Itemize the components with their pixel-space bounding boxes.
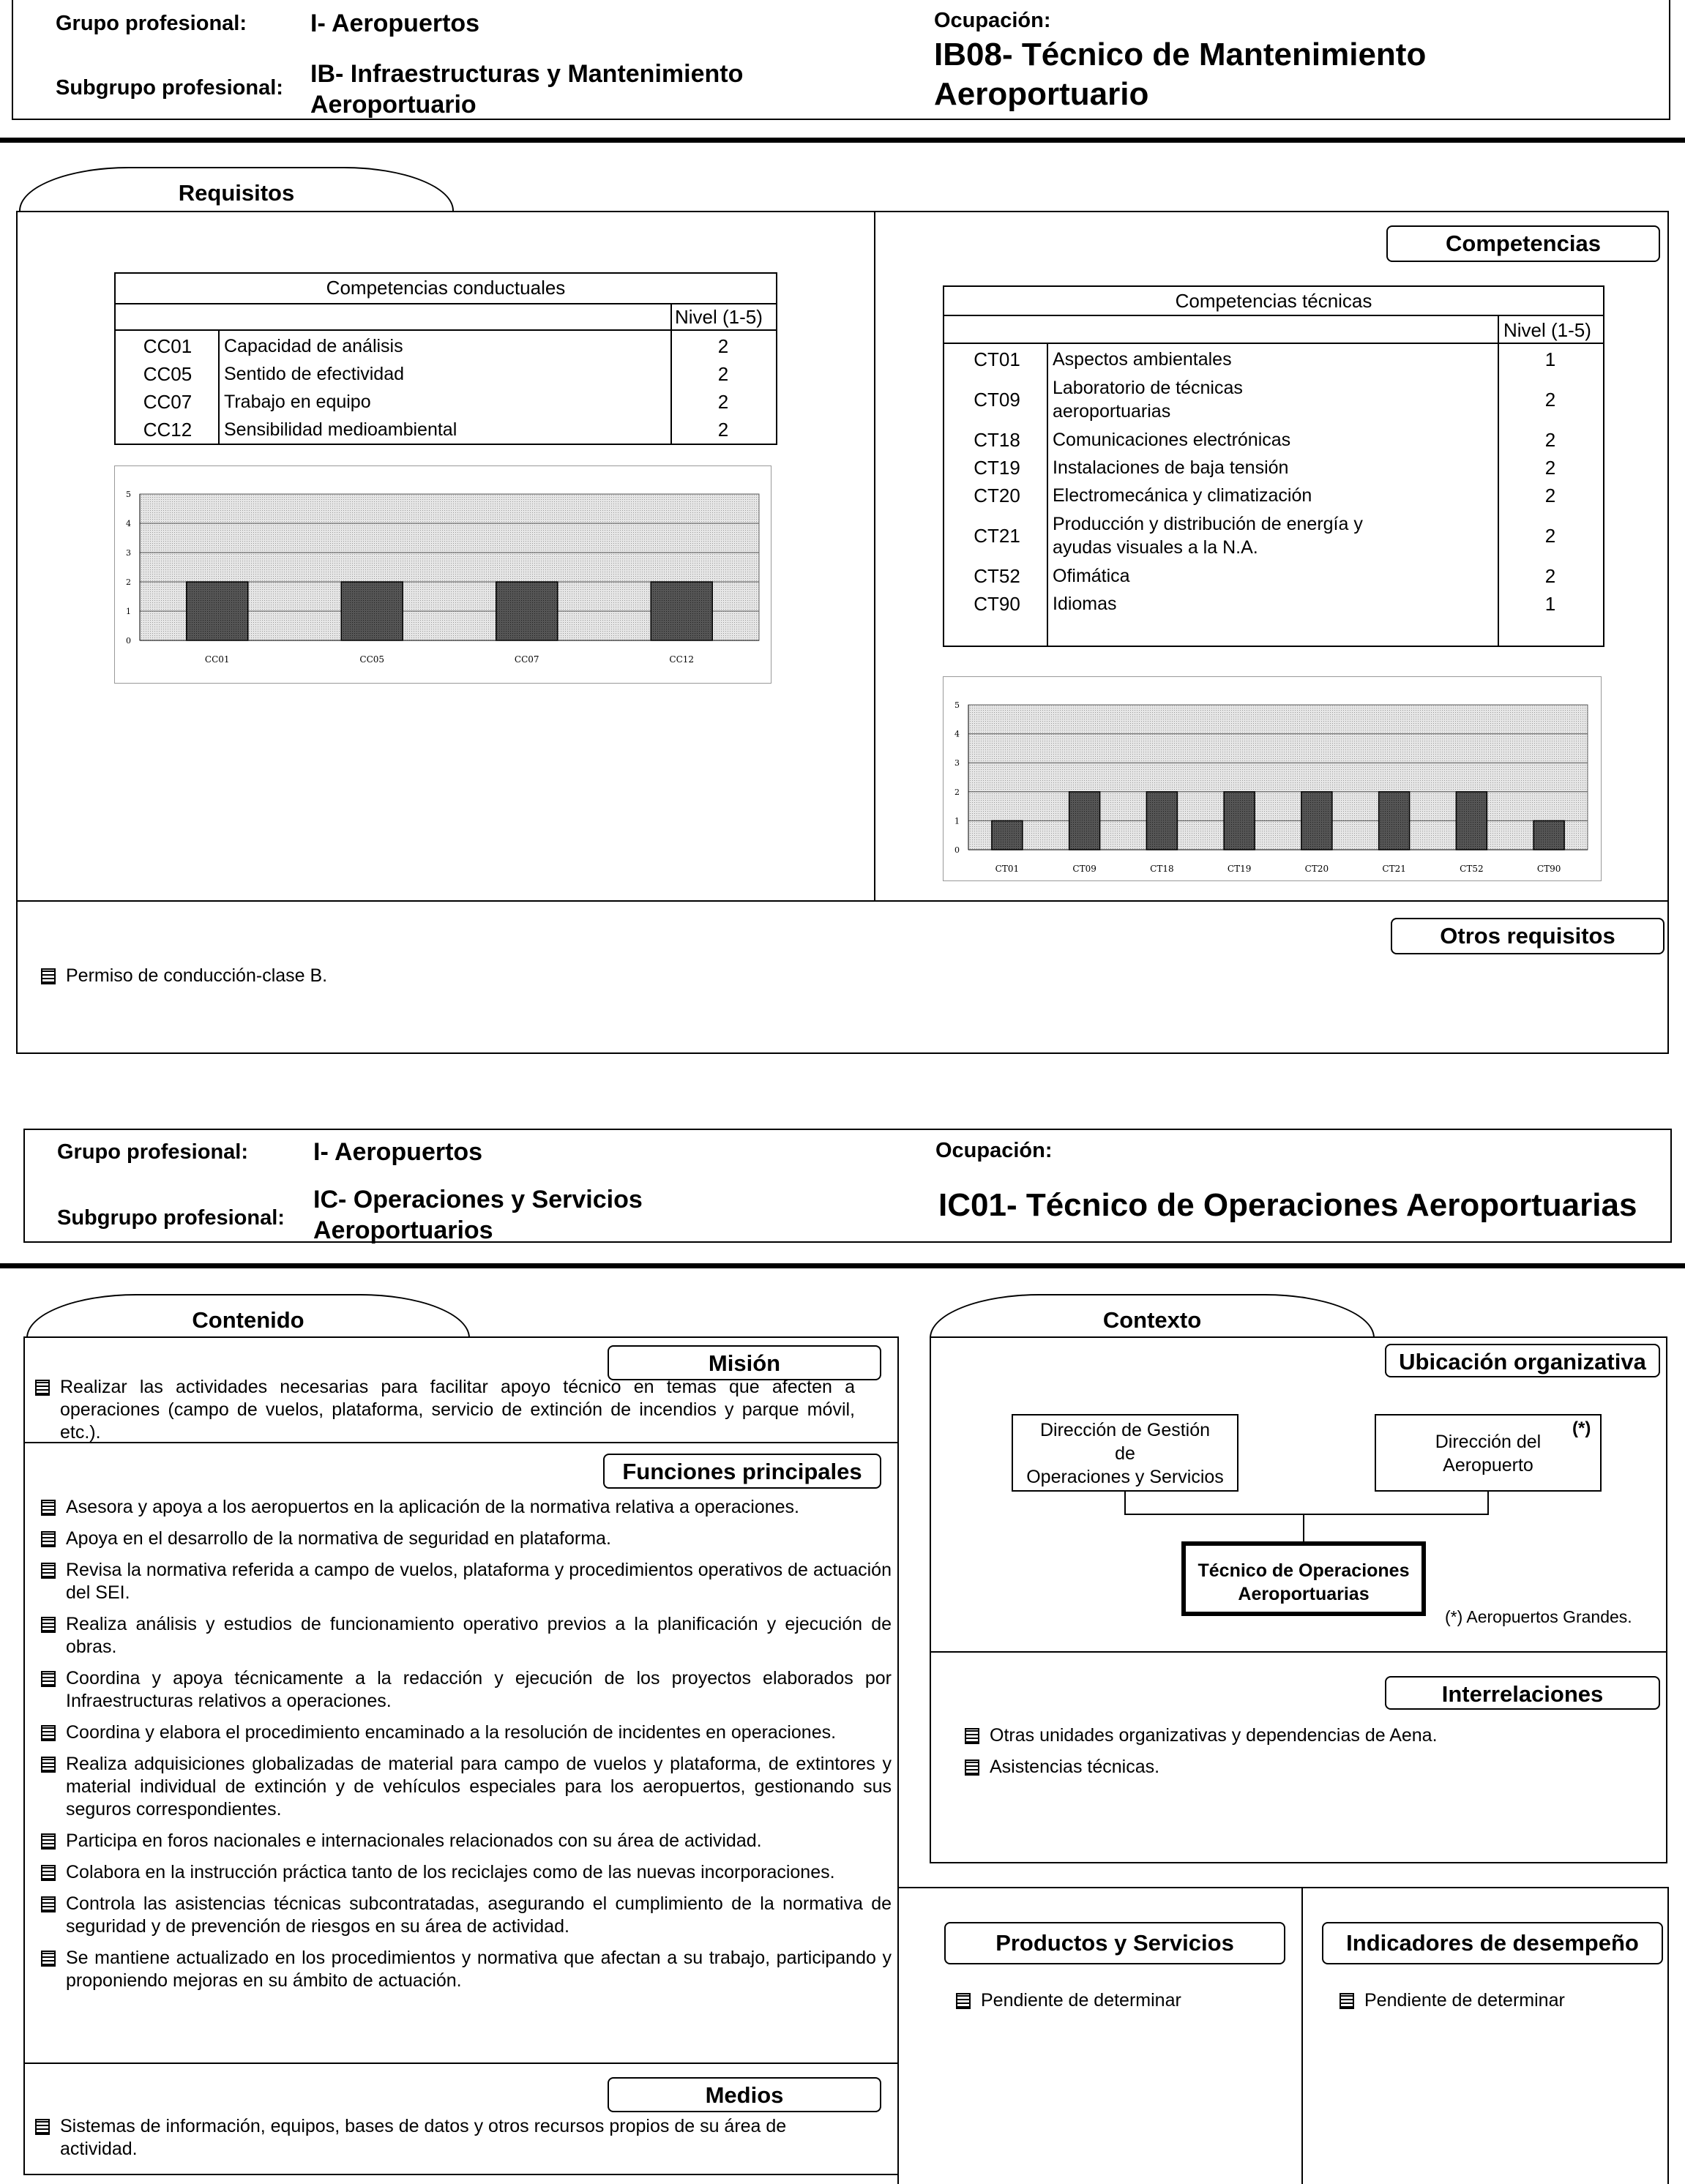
- bar: [992, 820, 1023, 850]
- contexto-rule: [930, 1651, 1667, 1653]
- x-tick-label: CT21: [1382, 864, 1406, 874]
- competency-level: 2: [1544, 524, 1556, 547]
- mision-text: Realizar las actividades necesarias para facilitar apoyo técnico en temas que afecten a operaciones (campo de vuelos, plataforma, servicio de extinción de incendios y parque móvil, etc.).: [60, 1377, 855, 1443]
- bullet-icon: [41, 1896, 56, 1912]
- competency-level: 2: [717, 418, 729, 441]
- plot-area: [968, 705, 1588, 850]
- list-item-text: Otras unidades organizativas y dependencias de Aena.: [990, 1725, 1438, 1746]
- cc-table-rule2: [114, 329, 777, 331]
- list-item: [41, 1861, 892, 1884]
- bullet-icon: [41, 1951, 56, 1967]
- bullet-icon: [41, 1671, 56, 1687]
- org-line-down: [1303, 1514, 1304, 1543]
- bar: [1069, 792, 1100, 850]
- bar: [1146, 792, 1177, 850]
- ct-nivel-header: Nivel (1-5): [1503, 319, 1591, 341]
- y-tick-label: 4: [126, 519, 131, 528]
- interrelaciones-list: [965, 1724, 1624, 1787]
- bar: [651, 582, 712, 640]
- cc-col2: [670, 303, 672, 445]
- y-tick-label: 3: [954, 758, 960, 768]
- productos-text: Pendiente de determinar: [981, 1990, 1181, 2011]
- bullet-icon: [41, 1531, 56, 1547]
- list-item-text: Asistencias técnicas.: [990, 1757, 1160, 1777]
- list-item: [965, 1724, 1624, 1747]
- competency-level: 2: [1544, 484, 1556, 506]
- competency-code: CT19: [974, 456, 1020, 479]
- bullet-icon: [41, 1725, 56, 1741]
- ct-col1: [1047, 343, 1048, 647]
- competency-code: CT20: [974, 484, 1020, 506]
- competency-code: CT52: [974, 564, 1020, 587]
- tab-contenido-label: Contenido: [192, 1307, 305, 1333]
- x-tick-label: CC07: [514, 654, 539, 665]
- medios-item: [35, 2115, 862, 2161]
- bullet-icon: [41, 968, 56, 984]
- org-box-direccion-aeropuerto: Dirección del Aeropuerto: [1375, 1414, 1602, 1492]
- competency-code: CT21: [974, 524, 1020, 547]
- y-tick-label: 0: [126, 636, 131, 646]
- competency-name: Sensibilidad medioambiental: [224, 419, 457, 440]
- ct-chart: [943, 676, 1602, 881]
- list-item: [41, 1753, 892, 1821]
- indicadores-text: Pendiente de determinar: [1364, 1990, 1565, 2011]
- x-tick-label: CT20: [1304, 864, 1329, 874]
- list-item-text: Asesora y apoya a los aeropuertos en la aplicación de la normativa relativa a operaciones.: [66, 1497, 799, 1517]
- competency-name: Comunicaciones electrónicas: [1053, 430, 1291, 450]
- otros-item: [41, 965, 773, 987]
- competency-code: CT01: [974, 348, 1020, 370]
- bar: [1379, 792, 1410, 850]
- list-item: [41, 1667, 892, 1713]
- x-tick-label: CT09: [1072, 864, 1096, 874]
- funciones-list: [41, 1496, 892, 2001]
- tab-contexto: [930, 1294, 1375, 1338]
- competency-name: Trabajo en equipo: [224, 392, 371, 412]
- contenido-rule2: [23, 2063, 899, 2064]
- subgrupo-value-2: [313, 1184, 643, 1246]
- list-item-text: Se mantiene actualizado en los procedimientos y normativa que afectan a su trabajo, participando y proponiendo mejoras en su ámbito de actuación.: [66, 1948, 892, 1991]
- list-item: [41, 1527, 892, 1550]
- medios-text: Sistemas de información, equipos, bases de datos y otros recursos propios de su área de actividad.: [60, 2116, 787, 2159]
- bar: [1301, 792, 1332, 850]
- y-tick-label: 5: [126, 490, 131, 499]
- productos-title: Productos y Servicios: [944, 1922, 1285, 1964]
- ocupacion-line1: IB08- Técnico de Mantenimiento: [934, 37, 1427, 72]
- competency-level: 2: [717, 334, 729, 357]
- cc-chart-svg: [115, 466, 771, 683]
- ct-chart-svg: [944, 677, 1601, 880]
- ct-table-rule2: [943, 343, 1604, 344]
- org-box-tecnico: Técnico de Operaciones Aeroportuarias: [1181, 1541, 1426, 1616]
- grupo-value-2: I- Aeropuertos: [313, 1138, 483, 1166]
- competency-name: Laboratorio de técnicas aeroportuarias: [1053, 378, 1243, 422]
- indicadores-title: Indicadores de desempeño: [1322, 1922, 1663, 1964]
- list-item-text: Realiza adquisiciones globalizadas de material para campo de vuelos y plataforma, de extintores y material individual de extinción y de vehículos especiales para los aeropuertos, gestionando sus seguros correspondientes.: [66, 1754, 892, 1820]
- list-item-text: Apoya en el desarrollo de la normativa de seguridad en plataforma.: [66, 1528, 611, 1549]
- y-tick-label: 2: [126, 577, 131, 587]
- bullet-icon: [35, 2119, 50, 2135]
- list-item: [41, 1496, 892, 1519]
- otros-requisitos-title: Otros requisitos: [1391, 918, 1665, 954]
- competency-level: 1: [1544, 348, 1556, 370]
- y-tick-label: 5: [954, 700, 960, 710]
- ocupacion-label-1: Ocupación:: [934, 9, 1051, 32]
- subgrupo-value-1: [310, 59, 743, 120]
- bullet-icon: [965, 1759, 979, 1776]
- list-item: [965, 1756, 1624, 1779]
- otros-item-text: Permiso de conducción-clase B.: [66, 965, 328, 986]
- divider-2: [0, 1263, 1685, 1268]
- divider-1: [0, 138, 1685, 143]
- bullet-icon: [41, 1500, 56, 1516]
- list-item-text: Controla las asistencias técnicas subcontratadas, asegurando el cumplimiento de la normativa de seguridad y de prevención de riesgos en su área de actividad.: [66, 1893, 892, 1937]
- competency-name: Sentido de efectividad: [224, 364, 405, 384]
- bullet-icon: [1340, 1993, 1354, 2009]
- competency-name: Capacidad de análisis: [224, 336, 403, 356]
- x-tick-label: CT19: [1227, 864, 1252, 874]
- medios-title: Medios: [608, 2077, 881, 2112]
- subgrupo-label-1: Subgrupo profesional:: [56, 76, 283, 100]
- grupo-label-2: Grupo profesional:: [57, 1140, 248, 1164]
- x-tick-label: CT01: [995, 864, 1020, 874]
- competency-name: Producción y distribución de energía y ayudas visuales a la N.A.: [1053, 514, 1363, 558]
- list-item: [41, 1893, 892, 1938]
- competency-code: CC05: [143, 362, 193, 385]
- cc-table-rule1: [114, 303, 777, 304]
- subgrupo-label-2: Subgrupo profesional:: [57, 1206, 285, 1230]
- competency-name: Instalaciones de baja tensión: [1053, 457, 1289, 478]
- bullet-icon: [956, 1993, 971, 2009]
- list-item-text: Coordina y apoya técnicamente a la redacción y ejecución de los proyectos elaborados por Infraestructuras relativos a operaciones.: [66, 1668, 892, 1711]
- bar: [496, 582, 558, 640]
- bar: [1533, 820, 1564, 850]
- ocupacion-value-1: [934, 35, 1426, 114]
- productos-item: [956, 1989, 1278, 2012]
- grupo-label-1: Grupo profesional:: [56, 12, 247, 35]
- interrelaciones-title: Interrelaciones: [1385, 1676, 1660, 1710]
- subgrupo-line1: IB- Infraestructuras y Mantenimiento: [310, 60, 744, 88]
- competency-code: CC07: [143, 390, 193, 413]
- y-tick-label: 4: [954, 729, 960, 739]
- x-tick-label: CC12: [669, 654, 695, 665]
- bullet-icon: [41, 1865, 56, 1881]
- tab-requisitos-label: Requisitos: [178, 180, 295, 206]
- y-tick-label: 3: [126, 548, 131, 558]
- bullet-icon: [41, 1563, 56, 1579]
- list-item-text: Revisa la normativa referida a campo de vuelos, plataforma y procedimientos operativos de actuación del SEI.: [66, 1560, 892, 1603]
- list-item: [41, 1947, 892, 1992]
- cc-col1: [218, 329, 220, 445]
- ct-col2: [1498, 315, 1499, 647]
- list-item: [41, 1721, 892, 1744]
- bullet-icon: [41, 1833, 56, 1850]
- competency-name: Ofimática: [1053, 566, 1130, 586]
- x-tick-label: CT52: [1460, 864, 1484, 874]
- list-item-text: Coordina y elabora el procedimiento encaminado a la resolución de incidentes en operaciones.: [66, 1722, 837, 1743]
- x-tick-label: CC05: [359, 654, 385, 665]
- ubicacion-title: Ubicación organizativa: [1385, 1344, 1660, 1377]
- ocupacion-label-2: Ocupación:: [935, 1139, 1053, 1162]
- competency-level: 2: [1544, 456, 1556, 479]
- list-item: [41, 1830, 892, 1852]
- bullet-icon: [41, 1757, 56, 1773]
- grupo-value-1: I- Aeropuertos: [310, 10, 480, 37]
- x-tick-label: CC01: [204, 654, 230, 665]
- y-tick-label: 1: [954, 816, 960, 826]
- competency-code: CT90: [974, 592, 1020, 615]
- y-tick-label: 1: [126, 607, 131, 616]
- list-item: [41, 1559, 892, 1604]
- bullet-icon: [965, 1728, 979, 1744]
- competency-code: CT18: [974, 428, 1020, 451]
- org-note-mark: (*): [1572, 1418, 1591, 1438]
- competencias-title: Competencias: [1386, 225, 1660, 262]
- list-item-text: Colabora en la instrucción práctica tanto de los reciclajes como de las nuevas incorporaciones.: [66, 1862, 835, 1882]
- competency-level: 2: [717, 390, 729, 413]
- bar: [187, 582, 248, 640]
- requisitos-hsplit: [16, 900, 1669, 902]
- bar: [341, 582, 403, 640]
- competency-level: 1: [1544, 592, 1556, 615]
- requisitos-split: [874, 211, 875, 900]
- org-line-right: [1487, 1492, 1489, 1515]
- competency-code: CC01: [143, 334, 193, 357]
- list-item-text: Participa en foros nacionales e internacionales relacionados con su área de actividad.: [66, 1830, 762, 1851]
- competency-level: 2: [717, 362, 729, 385]
- subgrupo-line2: Aeroportuario: [310, 91, 477, 119]
- bullet-icon: [35, 1380, 50, 1396]
- org-line-left: [1124, 1492, 1126, 1515]
- ocupacion-value-2: IC01- Técnico de Operaciones Aeroportuarias: [938, 1187, 1637, 1223]
- cc-table-title: Competencias conductuales: [326, 277, 566, 299]
- competency-name: Aspectos ambientales: [1053, 349, 1232, 370]
- competency-level: 2: [1544, 564, 1556, 587]
- subgrupo2-line1: IC- Operaciones y Servicios: [313, 1186, 643, 1213]
- ct-table-rule1: [943, 315, 1604, 316]
- competency-code: CT09: [974, 388, 1020, 411]
- subgrupo2-line2: Aeroportuarios: [313, 1216, 493, 1244]
- competency-name: Electromecánica y climatización: [1053, 485, 1312, 506]
- cc-chart: [114, 465, 771, 684]
- funciones-title: Funciones principales: [603, 1454, 881, 1489]
- y-tick-label: 2: [954, 787, 960, 797]
- tab-contexto-label: Contexto: [1102, 1307, 1202, 1333]
- competency-name: Idiomas: [1053, 594, 1117, 614]
- mision-title: Misión: [608, 1345, 881, 1380]
- mision-item: [35, 1376, 855, 1444]
- list-item-text: Realiza análisis y estudios de funcionamiento operativo previos a la planificación y ejecución de obras.: [66, 1614, 892, 1657]
- y-tick-label: 0: [954, 845, 960, 855]
- ct-table-title: Competencias técnicas: [1175, 290, 1372, 312]
- productos-split: [1301, 1887, 1303, 2184]
- cc-nivel-header: Nivel (1-5): [675, 306, 763, 328]
- x-tick-label: CT18: [1150, 864, 1174, 874]
- competency-level: 2: [1544, 428, 1556, 451]
- competency-level: 2: [1544, 388, 1556, 411]
- bar: [1224, 792, 1255, 850]
- tab-contenido: [26, 1294, 470, 1338]
- x-tick-label: CT90: [1536, 864, 1561, 874]
- competency-code: CC12: [143, 418, 193, 441]
- org-box-direccion-gestion: Dirección de Gestión de Operaciones y Servicios: [1012, 1414, 1238, 1492]
- bar: [1456, 792, 1487, 850]
- bullet-icon: [41, 1617, 56, 1633]
- tab-requisitos: [19, 167, 454, 212]
- org-note: (*) Aeropuertos Grandes.: [1445, 1607, 1632, 1626]
- indicadores-item: [1340, 1989, 1662, 2012]
- ocupacion-line2: Aeroportuario: [934, 76, 1149, 112]
- org-line-h: [1124, 1514, 1489, 1515]
- list-item: [41, 1613, 892, 1658]
